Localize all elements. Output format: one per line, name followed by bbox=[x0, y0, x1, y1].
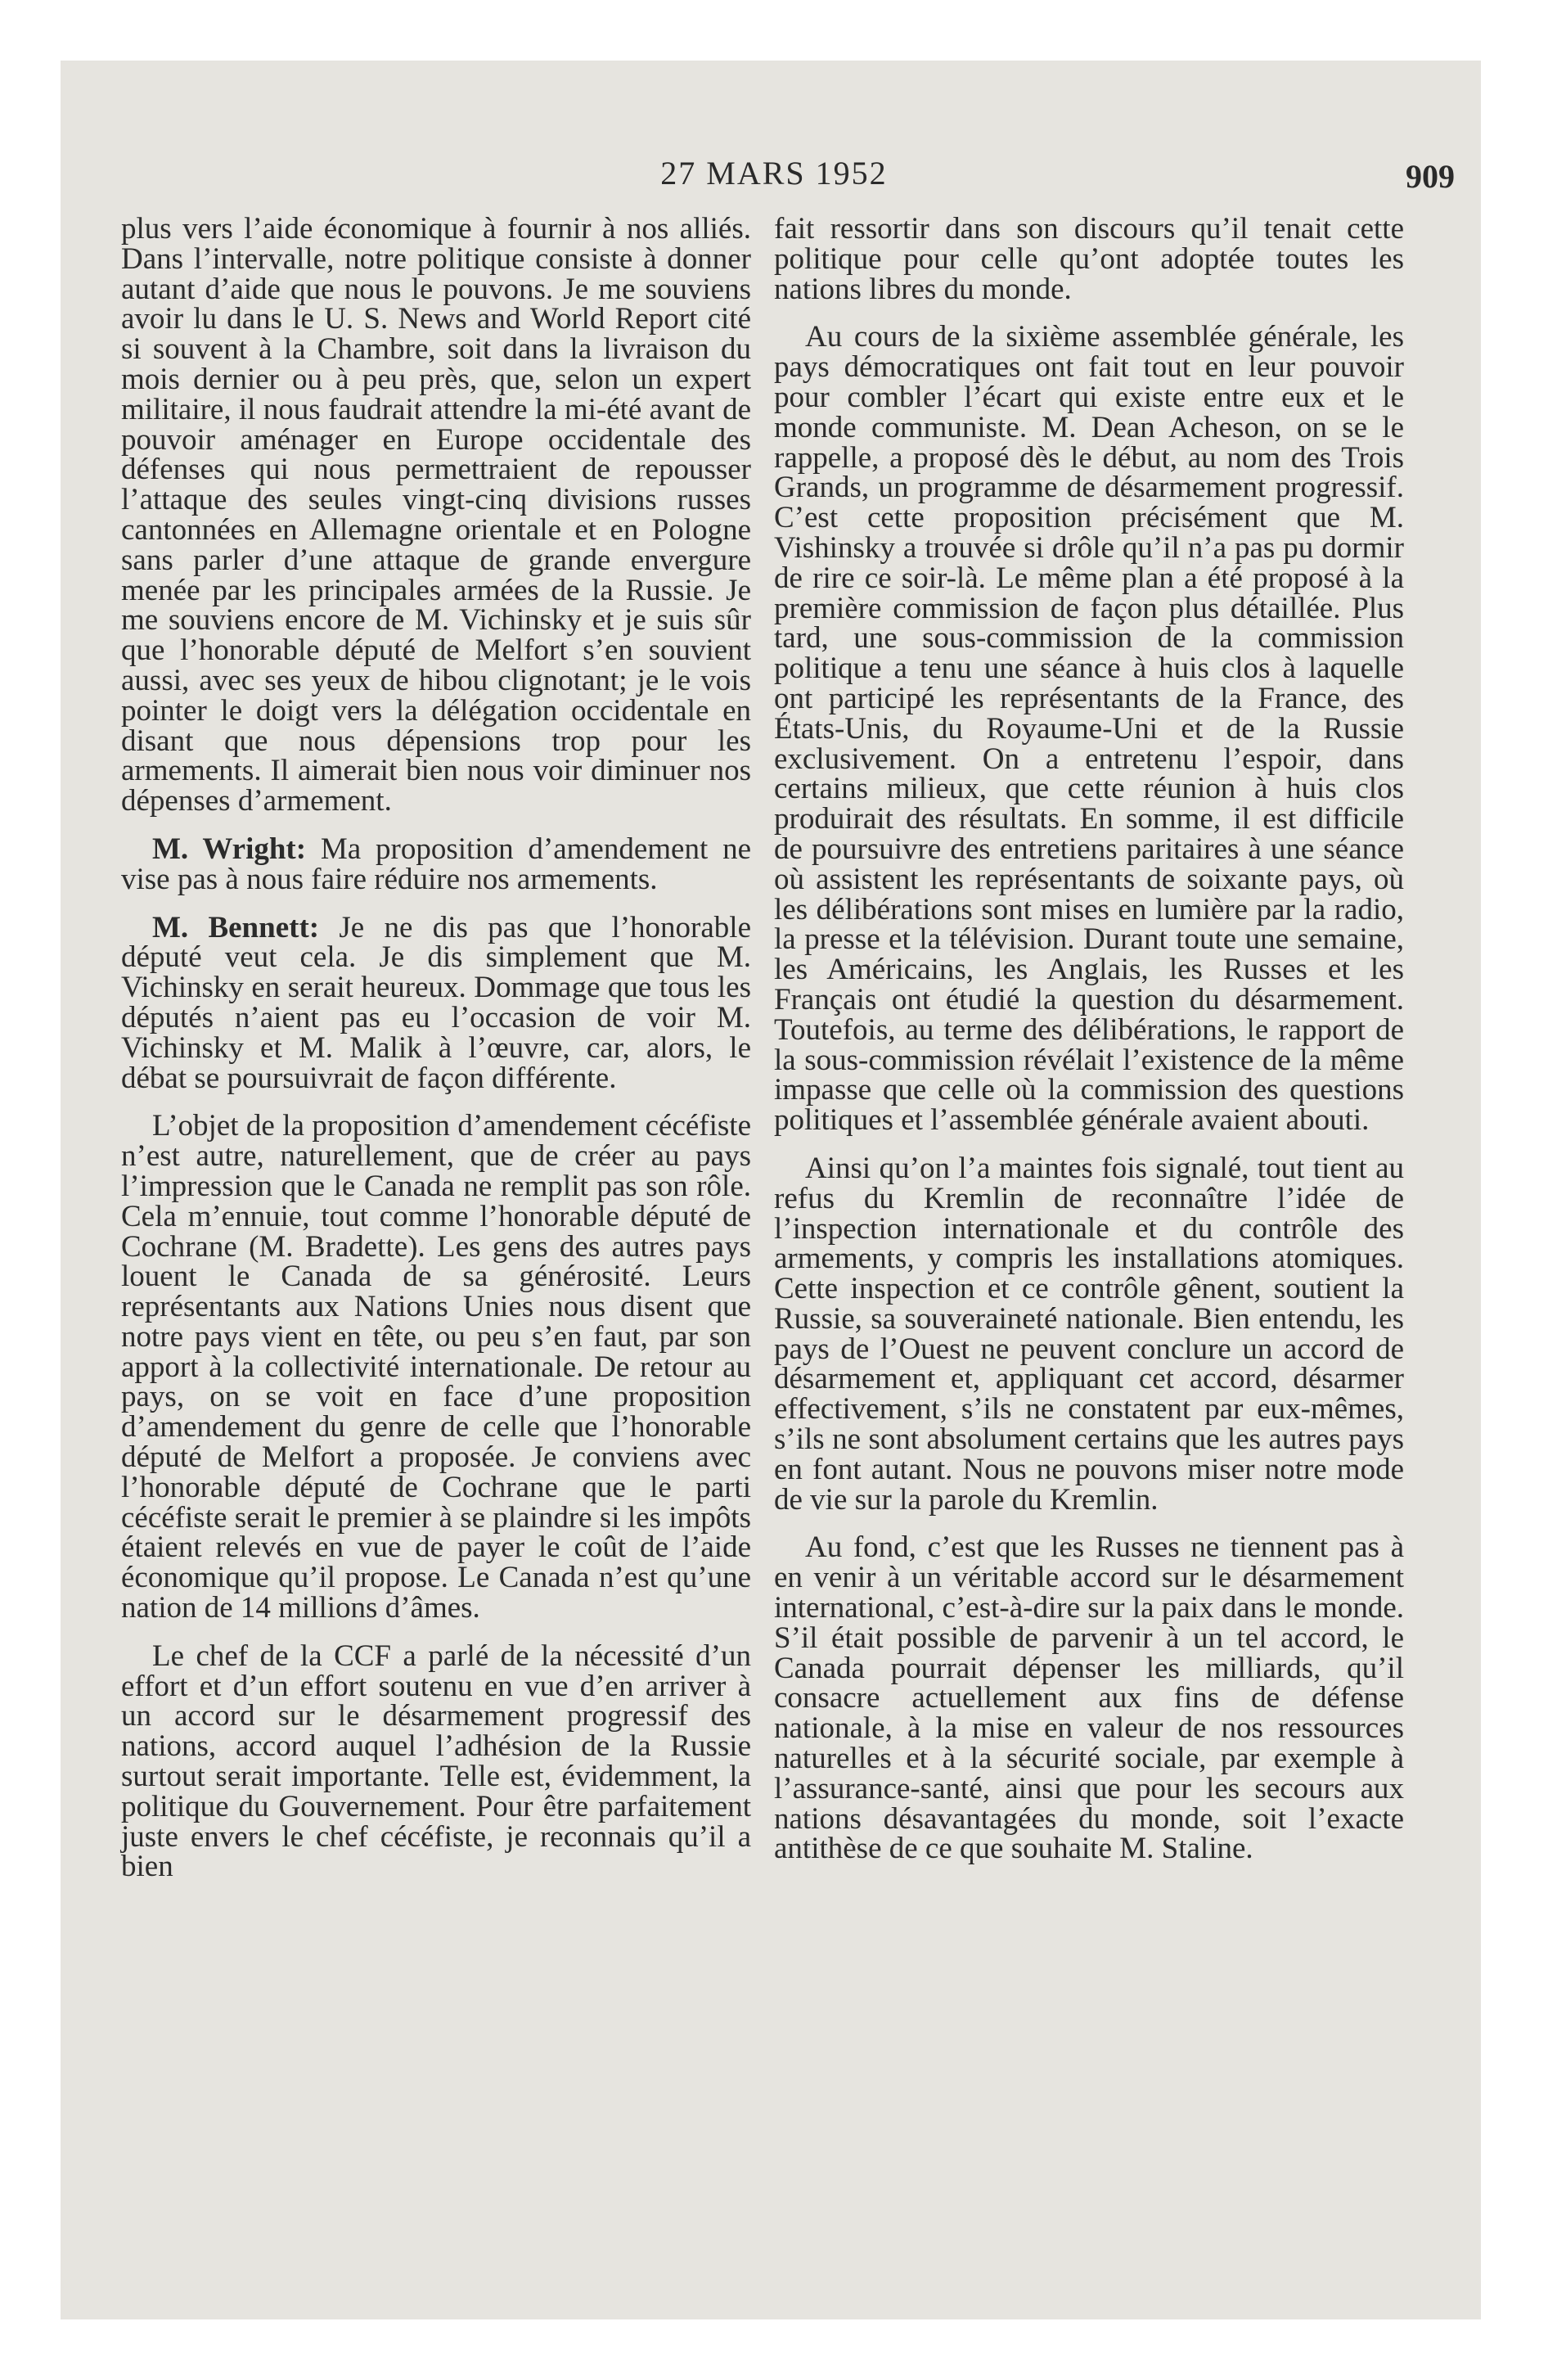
header-date: 27 MARS 1952 bbox=[660, 155, 888, 192]
left-column bbox=[121, 214, 751, 1900]
paragraph: Ainsi qu’on l’a maintes fois signalé, tout tient au refus du Kremlin de reconnaître l’idée de l’inspection internationale et du contrôle des armements, y compris les installations atomiques. Cette inspection et ce contrôle gênent, soutient la Russie, sa souveraineté nationale. Bien entendu, les pays de l’Ouest ne peuvent conclure un accord de désarmement et, appliquant cet accord, désarmer effectivement, s’ils ne constatent par eux-mêmes, s’ils ne sont absolument certains que les autres pays en font autant. Nous ne pouvons miser notre mode de vie sur la parole du Kremlin. bbox=[774, 1151, 1404, 1517]
paragraph: plus vers l’aide économique à fournir à nos alliés. Dans l’intervalle, notre politique consiste à donner autant d’aide que nous le pouvons. Je me souviens avoir lu dans le U. S. News and World Report cité si souvent à la Chambre, soit dans la livraison du mois dernier ou à peu près, que, selon un expert militaire, il nous faudrait attendre la mi-été avant de pouvoir aménager en Europe occidentale des défenses qui nous permettraient de repousser l’attaque des seules vingt-cinq divisions russes cantonnées en Allemagne orientale et en Pologne sans parler d’une attaque de grande envergure menée par les principales armées de la Russie. Je me souviens encore de M. Vichinsky et je suis sûr que l’honorable député de Melfort s’en souvient aussi, avec ses yeux de hibou clignotant; je le vois pointer le doigt vers la délégation occidentale en disant que nous dépensions trop pour les armements. Il aimerait bien nous voir diminuer nos dépenses d’armement. bbox=[121, 212, 751, 818]
speech-text: Je ne dis pas que l’honorable député veut cela. Je dis simplement que M. Vichinsky en serait heureux. Dommage que tous les députés n’aient pas eu l’occasion de voir M. Vichinsky et M. Malik à l’œuvre, car, alors, le débat se poursuivrait de façon différente. bbox=[121, 910, 751, 1095]
speech-text: Ma proposition d’amendement ne vise pas à nous faire réduire nos armements. bbox=[121, 832, 751, 896]
speaker-paragraph bbox=[121, 910, 751, 1095]
speaker-paragraph bbox=[121, 832, 751, 896]
paragraph: fait ressortir dans son discours qu’il tenait cette politique pour celle qu’ont adoptée toutes les nations libres du monde. bbox=[774, 212, 1404, 306]
speaker-name: M. Bennett: bbox=[152, 910, 320, 944]
page-number: 909 bbox=[1406, 158, 1455, 195]
speaker-name: M. Wright: bbox=[152, 832, 307, 866]
page-header bbox=[61, 154, 1487, 195]
right-column bbox=[774, 214, 1404, 1882]
paragraph: Au cours de la sixième assemblée générale, les pays démocratiques ont fait tout en leur pouvoir pour combler l’écart qui existe entre eux et le monde communiste. M. Dean Acheson, on se le rappelle, a proposé dès le début, au nom des Trois Grands, un programme de désarmement progressif. C’est cette proposition précisément que M. Vishinsky a trouvée si drôle qu’il n’a pas pu dormir de rire ce soir-là. Le même plan a été proposé à la première commission de façon plus détaillée. Plus tard, une sous-commission de la commission politique a tenu une séance à huis clos à laquelle ont participé les représentants de la France, des États-Unis, du Royaume-Uni et de la Russie exclusivement. On a entretenu l’espoir, dans certains milieux, que cette réunion à huis clos produirait des résultats. En somme, il est difficile de poursuivre des entretiens paritaires à une séance où assistent les représentants de soixante pays, où les délibérations sont mises en lumière par la radio, la presse et la télévision. Durant toute une semaine, les Américains, les Anglais, les Russes et les Français ont étudié la question du désarmement. Toutefois, au terme des délibérations, le rapport de la sous-commission révélait l’existence de la même impasse que celle où la commission des questions politiques et l’assemblée générale avaient abouti. bbox=[774, 320, 1404, 1138]
paragraph: Le chef de la CCF a parlé de la nécessité d’un effort et d’un effort soutenu en vue d’en arriver à un accord sur le désarmement progressif des nations, accord auquel l’adhésion de la Russie surtout serait importante. Telle est, évidemment, la politique du Gouvernement. Pour être parfaitement juste envers le chef cécéfiste, je reconnais qu’il a bien bbox=[121, 1639, 751, 1884]
paragraph: Au fond, c’est que les Russes ne tiennent pas à en venir à un véritable accord sur le désarmement international, c’est-à-dire sur la paix dans le monde. S’il était possible de parvenir à un tel accord, le Canada pourrait dépenser les milliards, qu’il consacre actuellement aux fins de défense nationale, à la mise en valeur de nos ressources naturelles et à la sécurité sociale, par exemple à l’assurance-santé, ainsi que pour les secours aux nations désavantagées du monde, soit l’exacte antithèse de ce que souhaite M. Staline. bbox=[774, 1530, 1404, 1866]
paragraph: L’objet de la proposition d’amendement cécéfiste n’est autre, naturellement, que de créer au pays l’impression que le Canada ne remplit pas son rôle. Cela m’ennuie, tout comme l’honorable député de Cochrane (M. Bradette). Les gens des autres pays louent le Canada de sa générosité. Leurs représentants aux Nations Unies nous disent que notre pays vient en tête, ou peu s’en faut, par son apport à la collectivité internationale. De retour au pays, on se voit en face d’une proposition d’amendement du genre de celle que l’honorable député de Melfort a proposée. Je conviens avec l’honorable député de Cochrane que le parti cécéfiste serait le premier à se plaindre si les impôts étaient relevés en vue de payer le coût de l’aide économique qu’il propose. Le Canada n’est qu’une nation de 14 millions d’âmes. bbox=[121, 1109, 751, 1625]
